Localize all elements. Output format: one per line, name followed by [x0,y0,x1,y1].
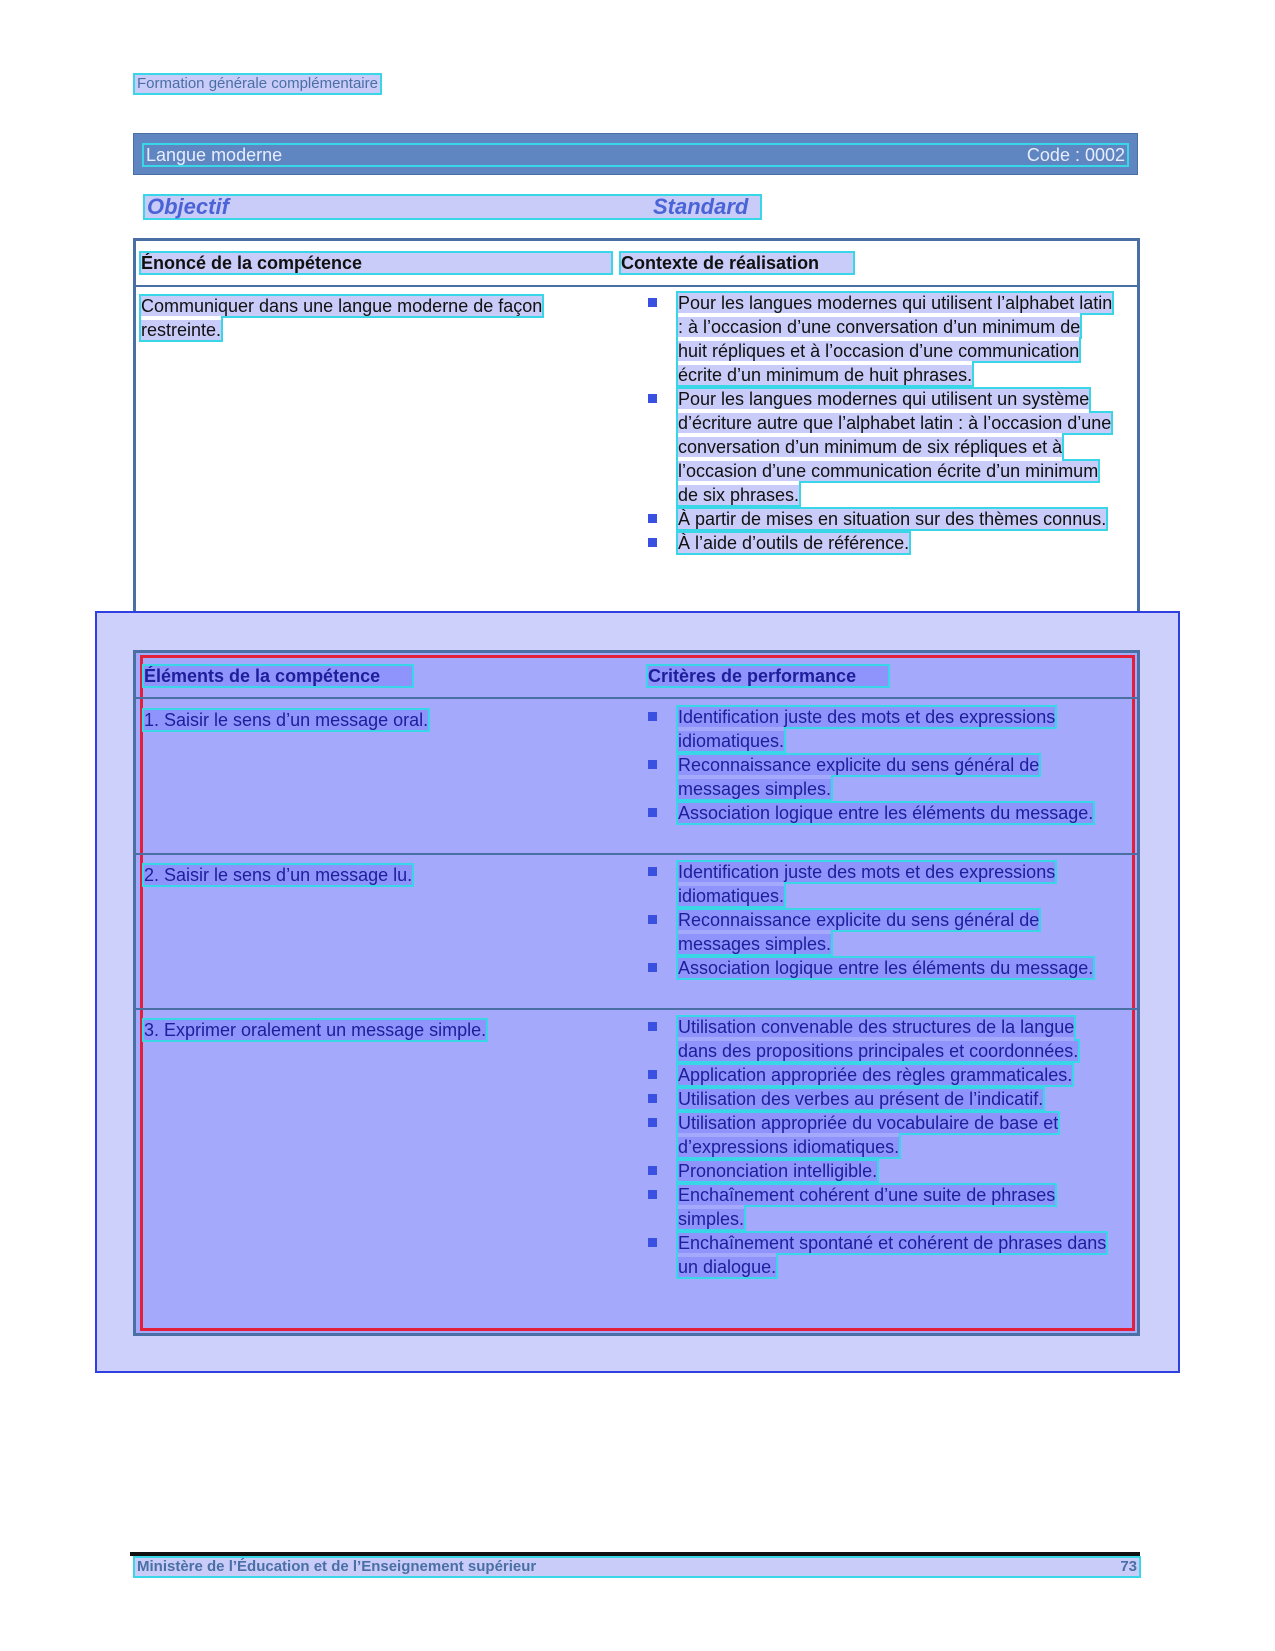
col-header-elements: Éléments de la compétence [144,666,412,686]
bullet-text: À l’aide d’outils de référence. [678,533,910,553]
page-footer [135,1558,1139,1576]
bullet-icon [648,538,657,547]
bullet-text: Association logique entre les éléments du message. [678,803,1094,823]
bullet-item [648,1159,1118,1183]
course-code: Code : 0002 [1026,145,1125,165]
bullet-icon [648,808,657,817]
criteria-list-3 [648,1015,1118,1279]
bullet-text: Pour les langues modernes qui utilisent un système d’écriture autre que l’alphabet latin : à l’occasion d’une conversation d’un minimum de six répliques et à l’occasion d’une communication écrite d’un minimum de six phrases. [678,389,1112,505]
bullet-item [648,531,1113,555]
context-list [648,291,1113,555]
bullet-text: Prononciation intelligible. [678,1161,878,1181]
bullet-text: Reconnaissance explicite du sens général de messages simples. [678,755,1040,799]
bullet-item [648,291,1113,387]
standard-label: Standard [653,194,749,219]
bullet-item [648,753,1118,801]
bullet-icon [648,1070,657,1079]
bullet-text: Utilisation appropriée du vocabulaire de base et d’expressions idiomatiques. [678,1113,1059,1157]
bullet-icon [648,1094,657,1103]
bullet-icon [648,712,657,721]
objective-label: Objectif [147,194,229,219]
bullet-item [648,1231,1118,1279]
bullet-item [648,1015,1118,1063]
bullet-item [648,801,1118,825]
bullet-text: Enchaînement cohérent d’une suite de phrases simples. [678,1185,1056,1229]
subject-title: Langue moderne [146,145,283,165]
bullet-text: Reconnaissance explicite du sens général de messages simples. [678,910,1040,954]
competency-table-header [136,241,1137,287]
criteria-list-2 [648,860,1118,980]
bullet-item [648,705,1118,753]
bullet-item [648,1183,1118,1231]
criteria-list-1 [648,705,1118,825]
element-1: 1. Saisir le sens d’un message oral. [144,710,429,730]
footer-ministry: Ministère de l’Éducation et de l’Enseignement supérieur [137,1558,537,1575]
bullet-icon [648,1118,657,1127]
objective-standard-heading [145,196,760,218]
bullet-item [648,1111,1118,1159]
footer-rule [130,1552,1140,1556]
bullet-text: À partir de mises en situation sur des thèmes connus. [678,509,1107,529]
bullet-icon [648,298,657,307]
page-number: 73 [1120,1558,1137,1575]
bullet-icon [648,760,657,769]
bullet-icon [648,1166,657,1175]
bullet-text: Association logique entre les éléments du message. [678,958,1094,978]
bullet-icon [648,1190,657,1199]
bullet-item [648,860,1118,908]
bullet-text: Pour les langues modernes qui utilisent l’alphabet latin : à l’occasion d’une conversation d’un minimum de huit répliques et à l’occasion d’une communication écrite d’un minimum de huit phrases. [678,293,1113,385]
bullet-text: Utilisation des verbes au présent de l’indicatif. [678,1089,1044,1109]
bullet-item [648,507,1113,531]
bullet-icon [648,867,657,876]
title-bar [133,133,1138,175]
col-header-criteria: Critères de performance [648,666,888,686]
title-bar-inner [144,145,1127,165]
bullet-item [648,956,1118,980]
bullet-icon [648,394,657,403]
bullet-text: Enchaînement spontané et cohérent de phrases dans un dialogue. [678,1233,1107,1277]
competency-table [133,238,1140,634]
bullet-item [648,387,1113,507]
bullet-text: Utilisation convenable des structures de la langue dans des propositions principales et coordonnées. [678,1017,1079,1061]
header-divider [136,697,1137,699]
bullet-item [648,908,1118,956]
col-header-context: Contexte de réalisation [621,253,853,273]
bullet-text: Identification juste des mots et des expressions idiomatiques. [678,862,1056,906]
running-header: Formation générale complémentaire [137,75,378,92]
elements-table [133,650,1140,1336]
element-2: 2. Saisir le sens d’un message lu. [144,865,413,885]
competency-statement: Communiquer dans une langue moderne de façon restreinte. [141,296,543,340]
bullet-icon [648,1238,657,1247]
bullet-icon [648,514,657,523]
col-header-statement: Énoncé de la compétence [141,253,611,273]
bullet-text: Application appropriée des règles grammaticales. [678,1065,1073,1085]
bullet-item [648,1063,1118,1087]
bullet-text: Identification juste des mots et des expressions idiomatiques. [678,707,1056,751]
row-divider-1 [136,853,1137,855]
bullet-icon [648,963,657,972]
row-divider-2 [136,1008,1137,1010]
bullet-icon [648,915,657,924]
element-3: 3. Exprimer oralement un message simple. [144,1020,487,1040]
bullet-item [648,1087,1118,1111]
bullet-icon [648,1022,657,1031]
